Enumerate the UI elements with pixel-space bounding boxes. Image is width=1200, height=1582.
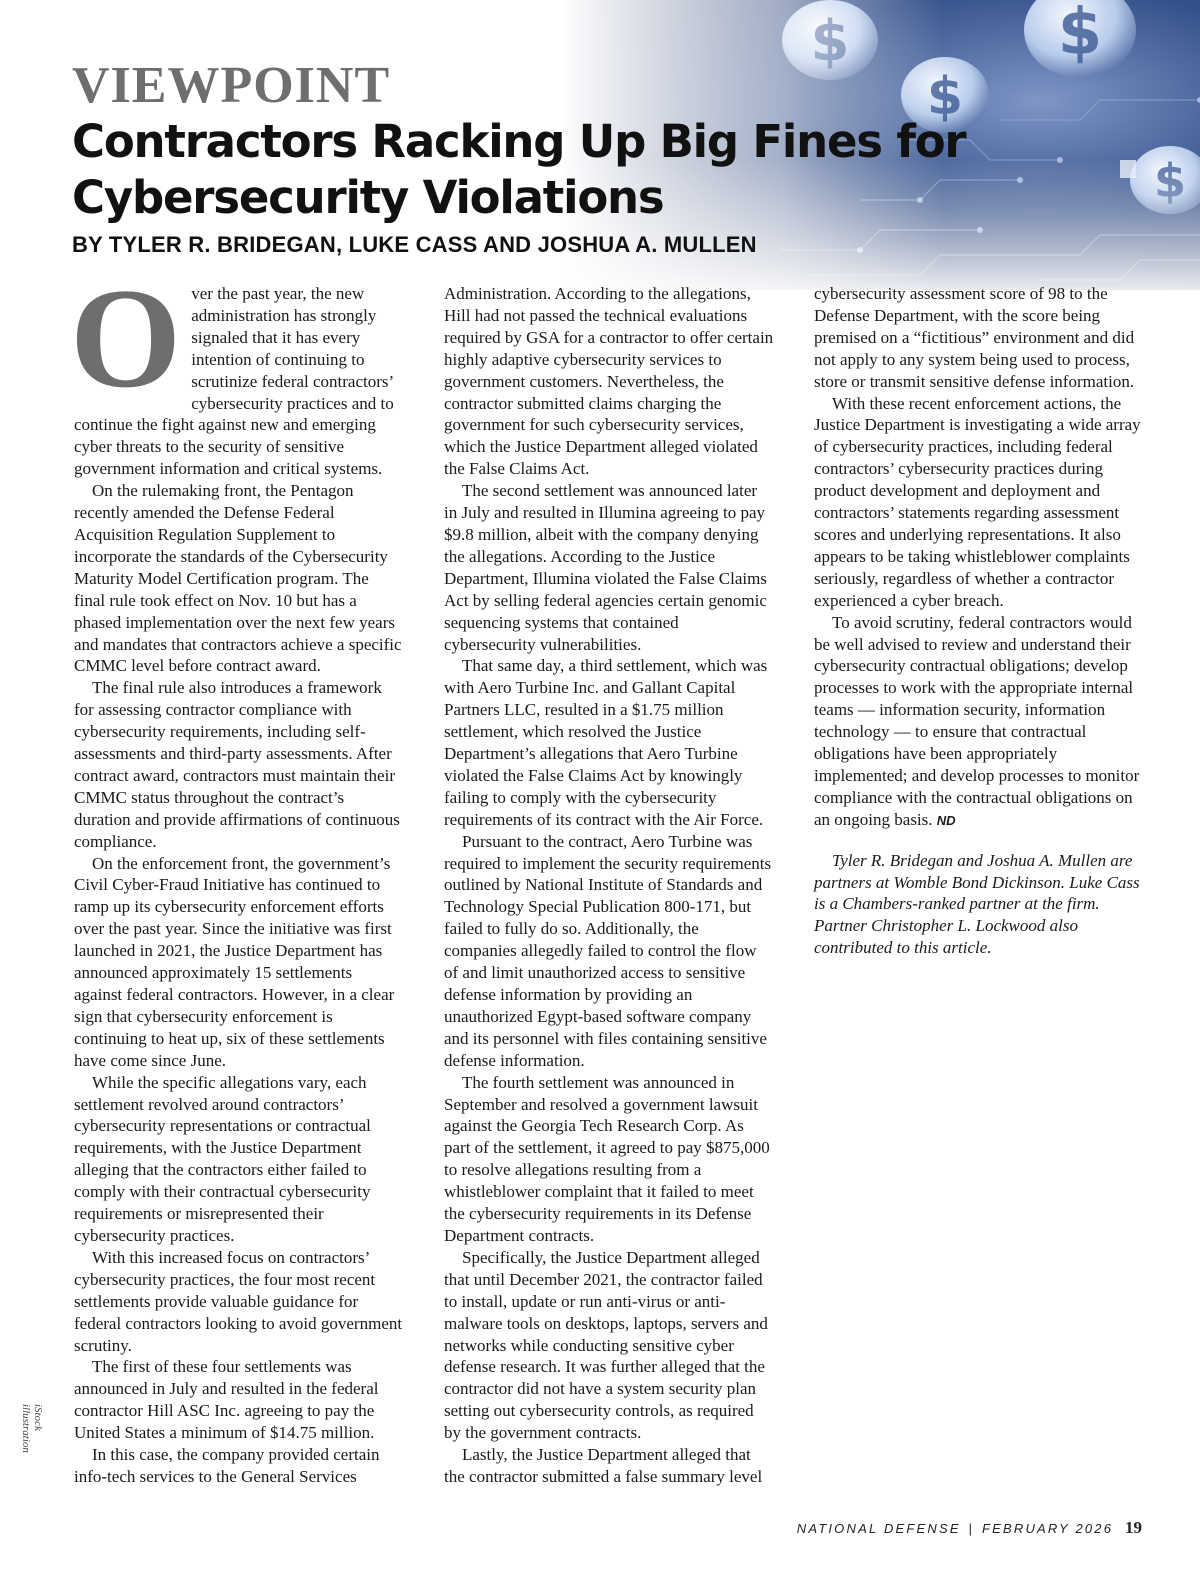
article-byline: BY TYLER R. BRIDEGAN, LUKE CASS AND JOSHUA A. MULLEN [72,232,757,257]
article-paragraph: The second settlement was announced later in July and resulted in Illumina agreeing to pay $9.8 million, albeit with the company denying the allegations. According to the Justice Department, Illumina violated the False Claims Act by selling federal agencies certain genomic sequencing systems that contained cybersecurity vulnerabilities. [444,481,767,654]
article-paragraph: The fourth settlement was announced in September and resolved a government lawsuit against the Georgia Tech Research Corp. As part of the settlement, it agreed to pay $875,000 to resolve allegations resulting from a whistleblower complaint that it failed to meet the cybersecurity requirements in its Defense Department contracts. [444,1072,770,1245]
article-paragraph: The final rule also introduces a framework for assessing contractor compliance with cybersecurity requirements, including self-assessments and third-party assessments. After contract award, contractors must maintain their CMMC status throughout the contract’s duration and provide affirmations of continuous compliance. [74,678,400,851]
image-credit: iStock illustration [20,1404,44,1453]
article-paragraph: Pursuant to the contract, Aero Turbine was required to implement the security requirements outlined by National Institute of Standards and Technology Special Publication 800-171, but failed to fully do so. Additionally, the companies allegedly failed to control the flow of and limit unauthorized access to sensitive defense information by providing an unauthorized Egypt-based software company and its personnel with files containing sensitive defense information. [444,831,772,1070]
article-paragraph: With this increased focus on contractors’ cybersecurity practices, the four most recent settlements provide valuable guidance for federal contractors looking to avoid government scrutiny. [74,1247,403,1355]
page-footer [797,1518,1142,1538]
article-headline: Contractors Racking Up Big Fines for Cybersecurity Violations [72,115,966,224]
article-paragraph: While the specific allegations vary, each settlement revolved around contractors’ cybersecurity representations or contractual requirements, with the Justice Department alleging that the contractors either failed to comply with their contractual cybersecurity requirements or misrepresented their cybersecurity practices. [74,1072,371,1245]
author-bio: Tyler R. Bridegan and Joshua A. Mullen are partners at Womble Bond Dickinson. Luke Cass is a Chambers-ranked partner at the firm. Partner Christopher L. Lockwood also contributed to this article. [814,850,1140,958]
article-paragraph: That same day, a third settlement, which was with Aero Turbine Inc. and Gallant Capital Partners LLC, resulted in a $1.75 million settlement, which resolved the Justice Department’s allegations that Aero Turbine violated the False Claims Act by knowingly failing to comply with the cybersecurity requirements of its contract with the Air Force. [444,656,768,829]
article-paragraph: Specifically, the Justice Department alleged that until December 2021, the contractor failed to install, update or run anti-virus or anti-malware tools on desktops, laptops, servers and networks while conducting sensitive cyber defense research. It was further alleged that the contractor did not have a system security plan setting out cybersecurity controls, as required by the government contracts. [444,1247,768,1443]
article-paragraph: In this case, the company provided certain info-tech services to the General Services Administration. According to the allegations, Hill had not passed the technical evaluations required by GSA for a contractor to offer certain highly adaptive cybersecurity services to government customers. Nevertheless, the contractor submitted claims charging the government for such cybersecurity services, which the Justice Department alleged violated the False Claims Act. [74,284,774,1486]
article-paragraph: The first of these four settlements was announced in July and resulted in the federal contractor Hill ASC Inc. agreeing to pay the United States a minimum of $14.75 million. [74,1357,379,1443]
end-mark: ND [936,812,956,828]
article-paragraph: With these recent enforcement actions, the Justice Department is investigating a wide array of cybersecurity practices, including federal contractors’ cybersecurity practices during product development and deployment and contractors’ statements regarding assessment scores and underlying representations. It also appears to be taking whistleblower complaints seriously, regardless of whether a contractor experienced a cyber breach. [814,393,1141,610]
article-body [70,259,1144,1503]
issue-date: FEBRUARY 2026 [981,1521,1114,1536]
article-paragraph: Lastly, the Justice Department alleged that the contractor submitted a false summary level cybersecurity assessment score of 98 to the Defense Department, with the score being premised on a “fictitious” environment and did not apply to any system being used to process, store or transmit sensitive defense information. [444,284,1135,1486]
section-kicker: VIEWPOINT [72,57,391,114]
article-paragraph: To avoid scrutiny, federal contractors would be well advised to review and understand their cybersecurity contractual obligations; develop processes to work with the appropriate internal teams — information security, information technology — to ensure that contractual obligations have been appropriately implemented; and develop processes to monitor compliance with the contractual obligations on an ongoing basis. ND [814,612,1140,829]
article-paragraph: Over the past year, the new administration has strongly signaled that it has every intention of continuing to scrutinize federal contractors’ cybersecurity practices and to continue the fight against new and emerging cyber threats to the security of sensitive government information and critical systems. [70,259,394,479]
publication-name: NATIONAL DEFENSE [796,1521,961,1536]
article-paragraph: On the rulemaking front, the Pentagon recently amended the Defense Federal Acquisition Regulation Supplement to incorporate the standards of the Cybersecurity Maturity Model Certification program. The final rule took effect on Nov. 10 but has a phased implementation over the next few years and mandates that contractors achieve a specific CMMC level before contract award. [74,481,402,676]
article-paragraph: On the enforcement front, the government’s Civil Cyber-Fraud Initiative has continued to ramp up its cybersecurity enforcement efforts over the past year. Since the initiative was first launched in 2021, the Justice Department has announced approximately 15 settlements against federal contractors. However, in a clear sign that cybersecurity enforcement is continuing to heat up, six of these settlements have come since June. [74,853,395,1070]
drop-cap: O [70,259,182,417]
footer-separator: | [968,1521,975,1536]
page-number: 19 [1125,1518,1142,1537]
